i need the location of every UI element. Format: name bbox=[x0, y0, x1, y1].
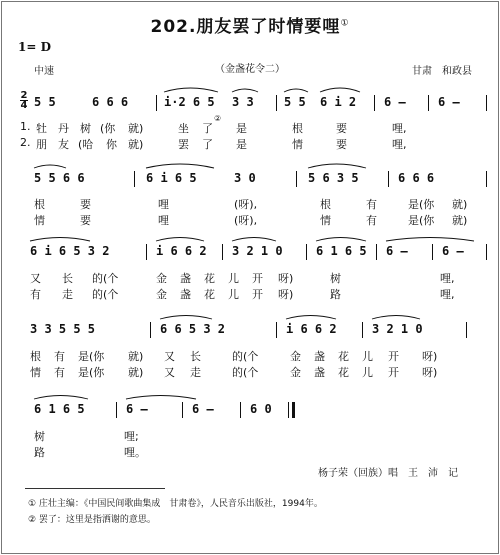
lyric-syllable: 朋 bbox=[36, 138, 47, 151]
lyric-syllable: 哩, bbox=[440, 272, 455, 285]
lyric-syllable: 要 bbox=[80, 198, 91, 211]
lyric-syllable: 哩, bbox=[392, 138, 407, 151]
time-sig-top: 2 bbox=[20, 90, 28, 101]
lyric-syllable: 开 bbox=[388, 350, 399, 363]
lyric-syllable: 又 bbox=[164, 366, 175, 379]
lyric-syllable: 就) bbox=[128, 122, 144, 135]
title-footnote-mark: ① bbox=[340, 18, 350, 29]
lyric-syllable: 路 bbox=[330, 288, 341, 301]
lyric-syllable: 是(你 bbox=[78, 366, 105, 379]
lyric-syllable: 有 bbox=[54, 366, 65, 379]
lyric-syllable: 呀) bbox=[422, 366, 438, 379]
lyric-syllable: (呀), bbox=[234, 198, 258, 211]
slur bbox=[308, 164, 366, 168]
lyric-syllable: 儿 bbox=[362, 350, 373, 363]
lyric-syllable: 要 bbox=[80, 214, 91, 227]
slur bbox=[30, 238, 90, 242]
lyric-syllable: 长 bbox=[190, 350, 201, 363]
note-group: 6 6 6 bbox=[398, 171, 435, 185]
lyric-syllable: (你 bbox=[100, 122, 116, 135]
slur bbox=[320, 88, 360, 92]
lyric-syllable: 盏 bbox=[180, 288, 191, 301]
lyric-syllable: 坐 bbox=[178, 122, 189, 135]
note-group: 3 2 1 0 bbox=[372, 322, 423, 336]
lyric-syllable: 儿 bbox=[228, 288, 239, 301]
lyric-syllable: 儿 bbox=[362, 366, 373, 379]
lyric-syllable: 丹 bbox=[58, 122, 69, 135]
lyric-syllable: 情 bbox=[34, 214, 45, 227]
lyric-syllable: 树 bbox=[34, 430, 45, 443]
lyric-syllable: 你 bbox=[106, 138, 117, 151]
lyric-syllable: 的(个 bbox=[92, 272, 119, 285]
verse-number: 1. bbox=[20, 120, 31, 133]
note-group: 5 6 3 5 bbox=[308, 171, 359, 185]
lyric-syllable: 花 bbox=[338, 366, 349, 379]
lyric-syllable: (哈 bbox=[78, 138, 94, 151]
footnote-2: ② 罢了：这里是指洒谢的意思。 bbox=[28, 515, 156, 525]
note-group: 6 i 6 5 bbox=[146, 171, 197, 185]
region-label: 甘肃 和政县 bbox=[412, 66, 472, 77]
time-sig-bottom: 4 bbox=[20, 100, 28, 111]
verse-number: 2. bbox=[20, 136, 31, 149]
tune-subtitle: （金盏花令二） bbox=[215, 64, 285, 75]
note-group: 6 — bbox=[192, 402, 214, 416]
lyric-syllable: 情 bbox=[320, 214, 331, 227]
lyric-syllable: 根 bbox=[30, 350, 41, 363]
slur bbox=[156, 238, 204, 242]
lyric-syllable: 根 bbox=[292, 122, 303, 135]
lyric-syllable: 儿 bbox=[228, 272, 239, 285]
note-group: 6 1 6 5 bbox=[316, 244, 367, 258]
note-group: 6 — bbox=[438, 95, 460, 109]
note-group: 6 6 5 3 2 bbox=[160, 322, 226, 336]
lyric-syllable: 是(你 bbox=[78, 350, 105, 363]
footnote-divider bbox=[25, 488, 165, 489]
lyric-syllable: 情 bbox=[30, 366, 41, 379]
slur bbox=[284, 89, 308, 92]
lyric-syllable: 牡 bbox=[36, 122, 47, 135]
lyric-syllable: 开 bbox=[252, 288, 263, 301]
slur bbox=[160, 316, 212, 320]
slur bbox=[146, 164, 214, 168]
note-group: 6 — bbox=[442, 244, 464, 258]
lyric-syllable: 开 bbox=[388, 366, 399, 379]
performer-credit: 杨子荣（回族）唱 王 沛 记 bbox=[318, 468, 458, 479]
lyric-syllable: 哩 bbox=[158, 214, 169, 227]
lyric-syllable: 花 bbox=[204, 272, 215, 285]
lyric-syllable: 的(个 bbox=[92, 288, 119, 301]
note-group: 6 6 6 bbox=[92, 95, 129, 109]
title-text: 202.朋友罢了时情要哩 bbox=[150, 17, 341, 37]
lyric-syllable: 金 bbox=[156, 272, 167, 285]
lyric-syllable: 哩。 bbox=[124, 446, 146, 459]
lyric-syllable: 花 bbox=[204, 288, 215, 301]
lyric-syllable: 哩 bbox=[158, 198, 169, 211]
note-group: 6 i 6 5 3 2 bbox=[30, 244, 110, 258]
lyric-syllable: 就) bbox=[128, 366, 144, 379]
note-group: 6 i 2 bbox=[320, 95, 357, 109]
lyric-syllable: 的(个 bbox=[232, 366, 259, 379]
lyric-syllable: 是 bbox=[236, 138, 247, 151]
note-group: 6 — bbox=[384, 95, 406, 109]
lyric-syllable: 就) bbox=[452, 214, 468, 227]
slur bbox=[372, 316, 420, 320]
lyric-syllable: 就) bbox=[128, 138, 144, 151]
lyric-syllable: 又 bbox=[30, 272, 41, 285]
note-group: 3 2 1 0 bbox=[232, 244, 283, 258]
lyric-syllable: 情 bbox=[292, 138, 303, 151]
lyric-syllable: 路 bbox=[34, 446, 45, 459]
lyric-syllable: 哩, bbox=[440, 288, 455, 301]
slur bbox=[34, 165, 66, 168]
lyric-syllable: 罢 bbox=[178, 138, 189, 151]
lyric-syllable: 友 bbox=[58, 138, 69, 151]
lyric-syllable: (呀), bbox=[234, 214, 258, 227]
slur bbox=[34, 396, 88, 400]
lyric-footnote-mark: ② bbox=[214, 114, 222, 123]
note-group: 3 0 bbox=[234, 171, 256, 185]
tempo-marking: 中速 bbox=[34, 66, 54, 77]
note-group: 3 3 bbox=[232, 95, 254, 109]
slur bbox=[164, 88, 218, 92]
lyric-syllable: 了 bbox=[202, 138, 213, 151]
lyric-syllable: 就) bbox=[128, 350, 144, 363]
note-group: 3 3 5 5 5 bbox=[30, 322, 96, 336]
lyric-syllable: 有 bbox=[54, 350, 65, 363]
lyric-syllable: 长 bbox=[62, 272, 73, 285]
lyric-syllable: 盏 bbox=[314, 350, 325, 363]
lyric-syllable: 有 bbox=[30, 288, 41, 301]
lyric-syllable: 了 bbox=[202, 122, 213, 135]
lyric-syllable: 走 bbox=[190, 366, 201, 379]
slur bbox=[232, 89, 258, 92]
lyric-syllable: 树 bbox=[80, 122, 91, 135]
slur bbox=[232, 238, 276, 242]
lyric-syllable: 是(你 bbox=[408, 214, 435, 227]
note-group: i·2 6 5 bbox=[164, 95, 215, 109]
lyric-syllable: 的(个 bbox=[232, 350, 259, 363]
lyric-syllable: 花 bbox=[338, 350, 349, 363]
note-group: 6 — bbox=[126, 402, 148, 416]
lyric-syllable: 呀) bbox=[422, 350, 438, 363]
lyric-syllable: 呀) bbox=[278, 272, 294, 285]
footnote-1: ① 庄壮主编：《中国民间歌曲集成 甘肃卷》，人民音乐出版社，1994年。 bbox=[28, 499, 323, 509]
lyric-syllable: 根 bbox=[34, 198, 45, 211]
lyric-syllable: 又 bbox=[164, 350, 175, 363]
tie bbox=[126, 396, 196, 400]
note-group: 5 5 bbox=[284, 95, 306, 109]
lyric-syllable: 走 bbox=[62, 288, 73, 301]
lyric-syllable: 金 bbox=[290, 366, 301, 379]
lyric-syllable: 哩; bbox=[124, 430, 139, 443]
lyric-syllable: 有 bbox=[366, 198, 377, 211]
note-group: 5 5 6 6 bbox=[34, 171, 85, 185]
lyric-syllable: 盏 bbox=[314, 366, 325, 379]
lyric-syllable: 要 bbox=[336, 138, 347, 151]
slur bbox=[286, 316, 336, 320]
lyric-syllable: 就) bbox=[452, 198, 468, 211]
tie bbox=[386, 238, 474, 242]
slur bbox=[316, 238, 366, 242]
note-group: 6 0 bbox=[250, 402, 272, 416]
note-group: 6 — bbox=[386, 244, 408, 258]
lyric-syllable: 开 bbox=[252, 272, 263, 285]
note-group: 6 1 6 5 bbox=[34, 402, 85, 416]
lyric-syllable: 树 bbox=[330, 272, 341, 285]
lyric-syllable: 呀) bbox=[278, 288, 294, 301]
lyric-syllable: 要 bbox=[336, 122, 347, 135]
note-group: i 6 6 2 bbox=[156, 244, 207, 258]
note-group: 5 5 bbox=[34, 95, 56, 109]
lyric-syllable: 是 bbox=[236, 122, 247, 135]
lyric-syllable: 金 bbox=[156, 288, 167, 301]
key-signature: 1= D bbox=[18, 40, 51, 54]
lyric-syllable: 有 bbox=[366, 214, 377, 227]
lyric-syllable: 哩, bbox=[392, 122, 407, 135]
lyric-syllable: 金 bbox=[290, 350, 301, 363]
lyric-syllable: 是(你 bbox=[408, 198, 435, 211]
note-group: i 6 6 2 bbox=[286, 322, 337, 336]
lyric-syllable: 根 bbox=[320, 198, 331, 211]
lyric-syllable: 盏 bbox=[180, 272, 191, 285]
